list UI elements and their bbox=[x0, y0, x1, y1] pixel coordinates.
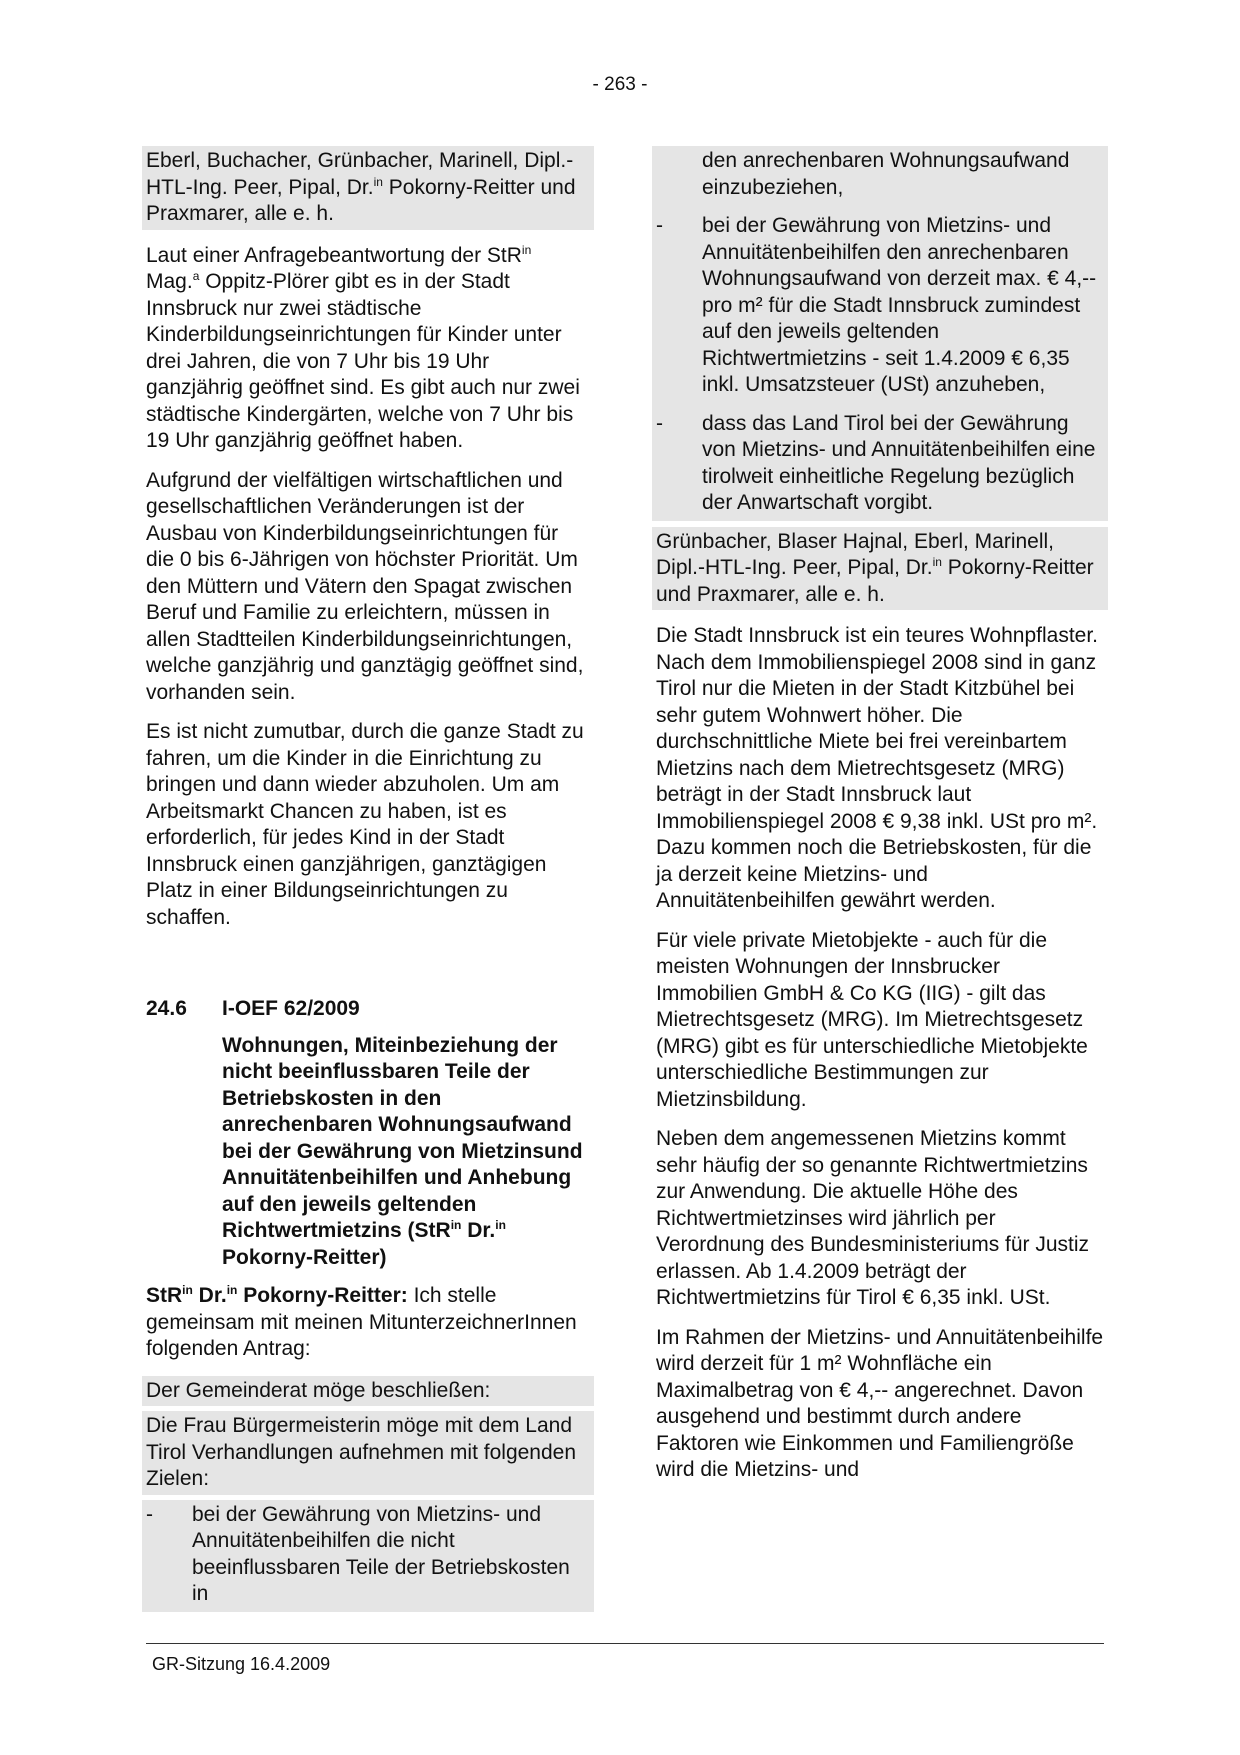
bullet-item-2 bbox=[656, 213, 1104, 399]
paragraph-1-part-b: Mag. bbox=[146, 270, 193, 293]
bullet-item-1-text: bei der Gewährung von Mietzins- und Annuitätenbeihilfen die nicht beeinflussbaren Teile der Betriebskosten in bbox=[192, 1502, 570, 1605]
bullet-item-2-text: bei der Gewährung von Mietzins- und Annuitätenbeihilfen den anrechenbaren Wohnungsaufwand von derzeit max. € 4,-- pro m² für die Stadt Innsbruck zumindest auf den jeweils geltenden Richtwertmietzins - seit 1.4.2009 € 6,35 inkl. Umsatzsteuer (USt) anzuheben, bbox=[702, 214, 1097, 396]
superscript: in bbox=[373, 174, 383, 189]
paragraph-1 bbox=[146, 243, 590, 455]
section-code: I-OEF 62/2009 bbox=[222, 997, 360, 1020]
superscript: a bbox=[192, 269, 200, 283]
signatories-text-end: Pokorny-Reitter und Praxmarer, alle e. h. bbox=[146, 175, 576, 225]
paragraph-1-part-a: Laut einer Anfragebeantwortung der StR bbox=[146, 243, 522, 267]
signatories-block-2 bbox=[652, 527, 1108, 611]
signatories-text: Eberl, Buchacher, Grünbacher, Marinell, Dipl.-HTL-Ing. Peer, Pipal, Dr. bbox=[146, 149, 574, 199]
footer-divider bbox=[146, 1643, 1104, 1644]
paragraph-4: Die Stadt Innsbruck ist ein teures Wohnpflaster. Nach dem Immobilienspiegel 2008 sind in ganz Tirol nur die Mieten in der Stadt Kitzbühel bei sehr gutem Wohnwert höher. Die durchschnittliche Miete bei frei vereinbartem Mietzins nach dem Mietrechtsgesetz (MRG) beträgt in der Stadt Innsbruck laut Immobilienspiegel 2008 € 9,38 inkl. USt pro m². Dazu kommen noch die Betriebskosten, für die ja derzeit keine Mietzins- und Annuitätenbeihilfen gewährt werden. bbox=[656, 624, 1099, 912]
bullet-item-1 bbox=[142, 1500, 594, 1612]
right-column bbox=[656, 146, 1104, 1497]
bullet-item-3-text: dass das Land Tirol bei der Gewährung von Mietzins- und Annuitätenbeihilfen eine tirolweit einheitliche Regelung bezüglich der Anwartschaft vorgibt. bbox=[702, 411, 1096, 514]
motion-bullets-continued bbox=[652, 146, 1108, 521]
section-title-part-c: Pokorny-Reitter) bbox=[222, 1245, 387, 1269]
speaker-paragraph bbox=[146, 1283, 590, 1363]
bullet-dash: - bbox=[656, 214, 663, 237]
paragraph-2: Aufgrund der vielfältigen wirtschaftlichen und gesellschaftlichen Veränderungen ist der Ausbau von Kinderbildungseinrichtungen für die 0 bis 6-Jährigen von höchster Priorität. Um den Müttern und Vätern den Spagat zwischen Beruf und Familie zu erleichtern, müssen in allen Stadtteilen Kinderbildungseinrichtungen, welche ganzjährig und ganztägig geöffnet sind, vorhanden sein. bbox=[146, 468, 584, 704]
superscript: in bbox=[932, 555, 942, 569]
section-heading bbox=[146, 996, 590, 1023]
speaker-name-b: Dr. bbox=[192, 1284, 227, 1307]
section-title bbox=[146, 1033, 590, 1272]
motion-intro: Der Gemeinderat möge beschließen: bbox=[142, 1376, 594, 1407]
superscript: in bbox=[226, 1283, 238, 1297]
paragraph-7: Im Rahmen der Mietzins- und Annuitätenbeihilfe wird derzeit für 1 m² Wohnfläche ein Maximalbetrag von € 4,-- angerechnet. Davon ausgehend und bestimmt durch andere Faktoren wie Einkommen und Familiengröße wird die Mietzins- und bbox=[656, 1325, 1104, 1481]
section-number: 24.6 bbox=[146, 997, 187, 1020]
speaker-name-c: Pokorny-Reitter: bbox=[237, 1284, 408, 1307]
signatories-block bbox=[142, 146, 594, 230]
superscript: in bbox=[521, 242, 532, 257]
signatories-2-part-b: Pokorny-Reitter und Praxmarer, alle e. h. bbox=[656, 556, 1094, 606]
section-title-part-a: Wohnungen, Miteinbeziehung der nicht beeinflussbaren Teile der Betriebskosten in den anrechenbaren Wohnungsaufwand bei der Gewährung von Mietzinsund Annuitätenbeihilfen und Anhebung auf den jeweils geltenden Richtwertmietzins (StR bbox=[222, 1033, 583, 1242]
paragraph-5: Für viele private Mietobjekte - auch für die meisten Wohnungen der Innsbrucker Immobilien GmbH & Co KG (IIG) - gilt das Mietrechtsgesetz (MRG). Im Mietrechtsgesetz (MRG) gibt es für unterschiedliche Mietobjekte unterschiedliche Bestimmungen zur Mietzinsbildung. bbox=[656, 928, 1088, 1111]
superscript: in bbox=[182, 1283, 193, 1297]
paragraph-6: Neben dem angemessenen Mietzins kommt sehr häufig der so genannte Richtwertmietzins zur Anwendung. Die aktuelle Höhe des Richtwertmietzinses wird jährlich per Verordnung des Bundesministeriums für Justiz erlassen. Ab 1.4.2009 beträgt der Richtwertmietzins für Tirol € 6,35 inkl. USt. bbox=[656, 1127, 1090, 1309]
bullet-item-1-continued: den anrechenbaren Wohnungsaufwand einzubeziehen, bbox=[702, 149, 1070, 199]
speaker-name bbox=[146, 1284, 408, 1307]
signatories-2-part-a: Grünbacher, Blaser Hajnal, Eberl, Marinell, Dipl.-HTL-Ing. Peer, Pipal, Dr. bbox=[656, 529, 1055, 579]
superscript: in bbox=[495, 1218, 506, 1232]
section-title-part-b: Dr. bbox=[461, 1219, 496, 1242]
paragraph-3: Es ist nicht zumutbar, durch die ganze Stadt zu fahren, um die Kinder in die Einrichtung zu bringen und dann wieder abzuholen. Um am Arbeitsmarkt Chancen zu haben, ist es erforderlich, für jedes Kind in der Stadt Innsbruck einen ganzjährigen, ganztägigen Platz in einer Bildungseinrichtungen zu schaffen. bbox=[146, 720, 584, 929]
bullet-dash: - bbox=[656, 411, 663, 435]
footer-text: GR-Sitzung 16.4.2009 bbox=[152, 1654, 331, 1674]
motion-text: Die Frau Bürgermeisterin möge mit dem Land Tirol Verhandlungen aufnehmen mit folgenden Zielen: bbox=[142, 1411, 594, 1495]
bullet-dash: - bbox=[146, 1502, 153, 1526]
left-column bbox=[146, 146, 590, 1612]
speaker-text: Ich stelle gemeinsam mit meinen MitunterzeichnerInnen folgenden Antrag: bbox=[146, 1284, 577, 1360]
superscript: in bbox=[450, 1218, 462, 1232]
paragraph-1-part-c: Oppitz-Plörer gibt es in der Stadt Innsbruck nur zwei städtische Kinderbildungseinrichtungen für Kinder unter drei Jahren, die von 7 Uhr bis 19 Uhr ganzjährig geöffnet sind. Es gibt auch nur zwei städtische Kindergärten, welche von 7 Uhr bis 19 Uhr ganzjährig geöffnet haben. bbox=[146, 270, 580, 452]
bullet-item-3 bbox=[656, 411, 1104, 517]
page-number: - 263 - bbox=[592, 74, 648, 95]
speaker-name-a: StR bbox=[146, 1284, 183, 1307]
